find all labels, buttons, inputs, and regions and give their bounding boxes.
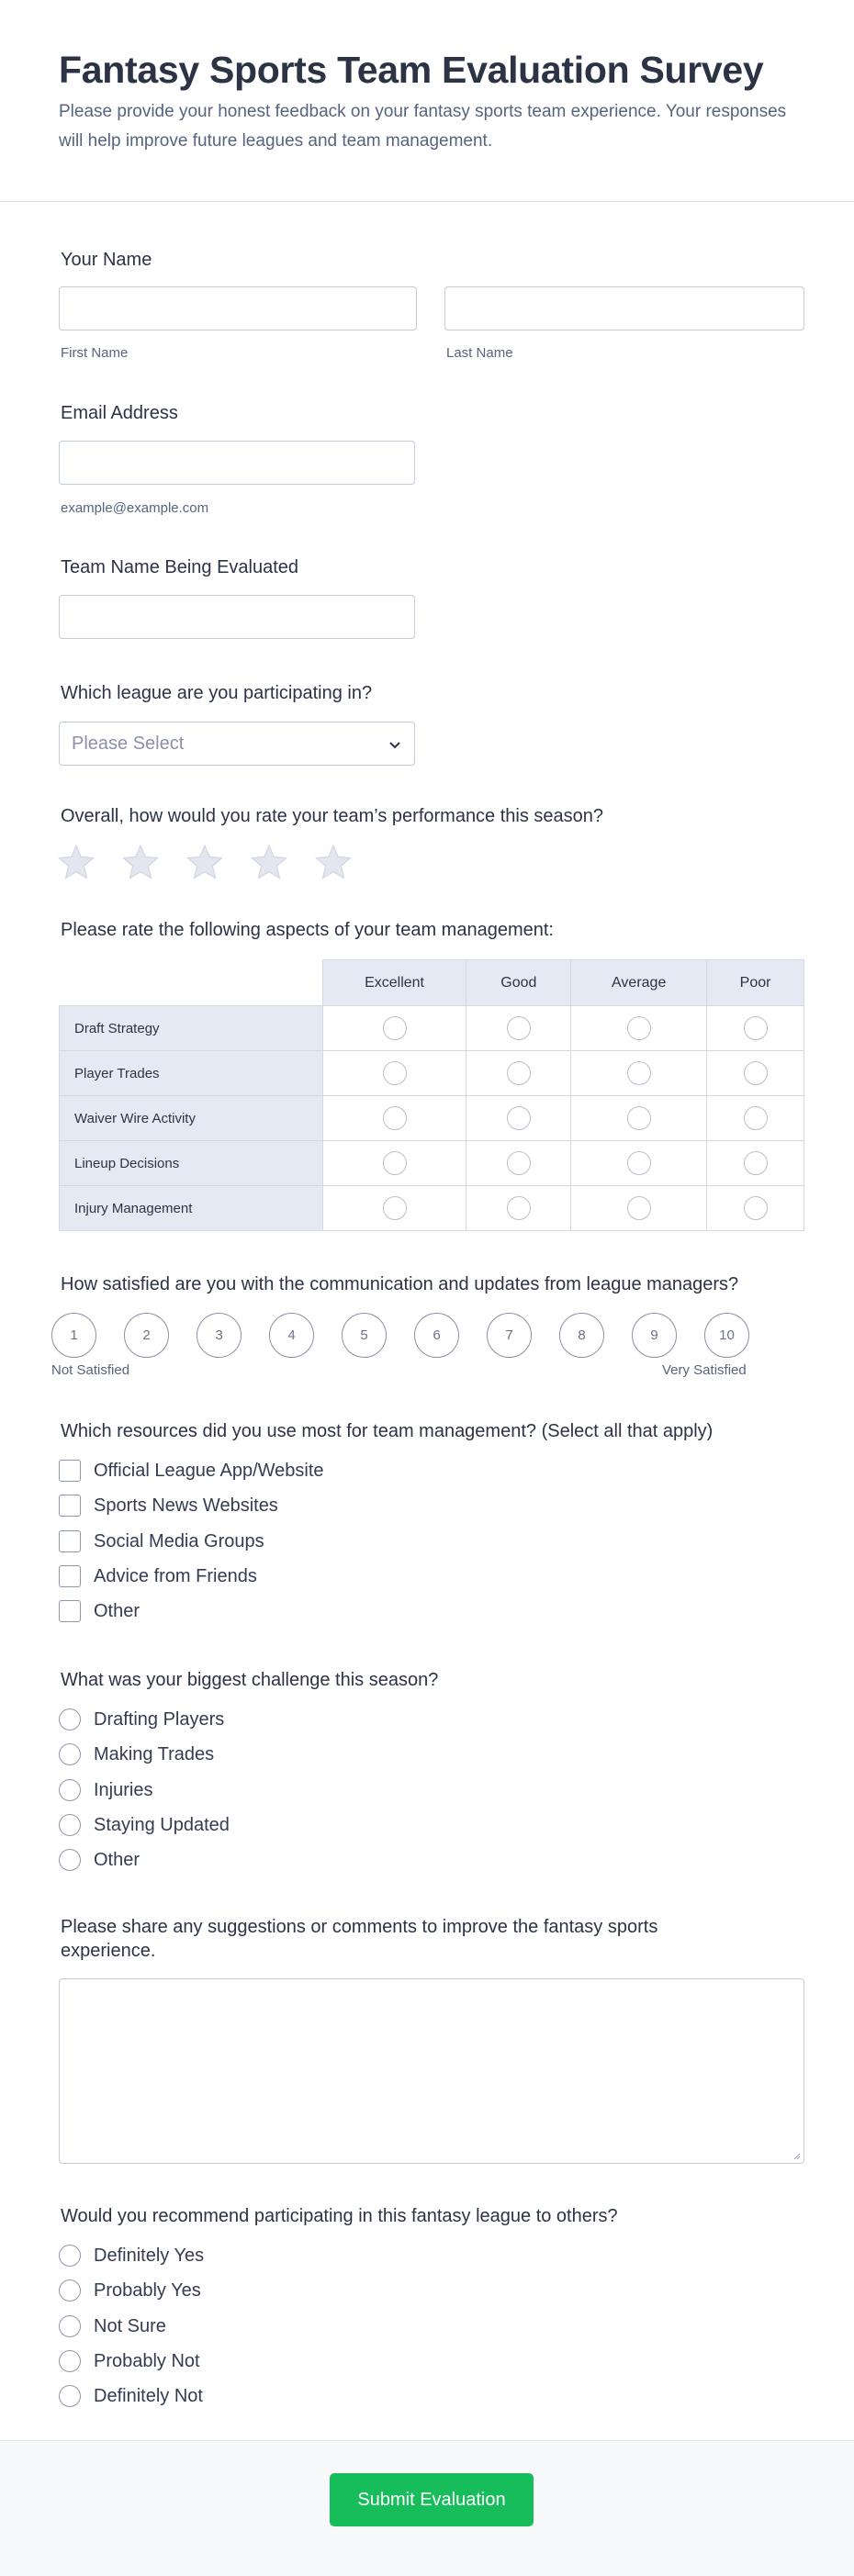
matrix-radio[interactable] (507, 1061, 531, 1085)
radio-button[interactable] (59, 1743, 81, 1765)
matrix-radio[interactable] (744, 1106, 768, 1130)
option-label: Making Trades (94, 1743, 215, 1764)
option-label: Staying Updated (94, 1814, 230, 1835)
rating-label: Overall, how would you rate your team’s performance this season? (61, 806, 604, 826)
scale-option[interactable]: 10 (704, 1313, 749, 1358)
comments-label-line2: experience. (61, 1941, 156, 1961)
resource-option[interactable] (59, 1495, 278, 1517)
option-label: Official League App/Website (94, 1460, 324, 1481)
option-label: Probably Not (94, 2350, 200, 2371)
rating-matrix (59, 959, 804, 1231)
challenge-option[interactable] (59, 1849, 140, 1871)
matrix-row (60, 1006, 804, 1051)
scale-option[interactable]: 5 (342, 1313, 387, 1358)
scale-option[interactable]: 4 (269, 1313, 314, 1358)
option-label: Definitely Yes (94, 2245, 205, 2266)
recommend-option[interactable] (59, 2350, 200, 2372)
matrix-row (60, 1186, 804, 1231)
matrix-row-label: Player Trades (60, 1051, 323, 1096)
matrix-radio[interactable] (383, 1151, 407, 1175)
star-icon[interactable] (185, 843, 224, 881)
matrix-row (60, 1051, 804, 1096)
matrix-radio[interactable] (383, 1196, 407, 1220)
resource-option[interactable] (59, 1530, 264, 1552)
radio-button[interactable] (59, 1814, 81, 1836)
email-label: Email Address (61, 403, 178, 423)
page-title: Fantasy Sports Team Evaluation Survey (59, 49, 764, 91)
resource-option[interactable] (59, 1600, 140, 1622)
matrix-column-header: Excellent (322, 960, 466, 1006)
league-select[interactable] (59, 722, 415, 766)
star-icon[interactable] (121, 843, 160, 881)
matrix-radio[interactable] (744, 1196, 768, 1220)
email-input[interactable] (59, 441, 415, 485)
option-label: Social Media Groups (94, 1530, 264, 1551)
star-icon[interactable] (57, 843, 96, 881)
scale-high-label: Very Satisfied (662, 1362, 747, 1378)
matrix-row-label: Draft Strategy (60, 1006, 323, 1051)
radio-button[interactable] (59, 2350, 81, 2372)
matrix-radio[interactable] (627, 1196, 651, 1220)
matrix-row (60, 1141, 804, 1186)
team-name-input[interactable] (59, 595, 415, 639)
option-label: Definitely Not (94, 2385, 203, 2406)
star-icon[interactable] (314, 843, 353, 881)
option-label: Other (94, 1849, 140, 1870)
matrix-radio[interactable] (507, 1106, 531, 1130)
matrix-row-label: Waiver Wire Activity (60, 1096, 323, 1141)
page-subtitle: Please provide your honest feedback on your fantasy sports team experience. Your responses will help improve future leagues and team management. (59, 102, 787, 151)
radio-button[interactable] (59, 1779, 81, 1801)
matrix-column-header: Good (466, 960, 571, 1006)
option-label: Other (94, 1600, 140, 1621)
challenge-label: What was your biggest challenge this season? (61, 1670, 439, 1690)
option-label: Sports News Websites (94, 1495, 278, 1516)
submit-button[interactable]: Submit Evaluation (330, 2473, 534, 2526)
challenge-option[interactable] (59, 1779, 152, 1801)
matrix-header-row (60, 960, 804, 1006)
resource-option[interactable] (59, 1460, 324, 1482)
checkbox[interactable] (59, 1565, 81, 1587)
matrix-radio[interactable] (744, 1151, 768, 1175)
first-name-input[interactable] (59, 286, 417, 330)
email-sublabel: example@example.com (61, 500, 209, 516)
option-label: Drafting Players (94, 1708, 225, 1730)
matrix-row (60, 1096, 804, 1141)
matrix-column-header: Poor (707, 960, 804, 1006)
scale-option[interactable]: 2 (124, 1313, 169, 1358)
recommend-option[interactable] (59, 2385, 203, 2407)
matrix-corner (60, 960, 323, 1006)
radio-button[interactable] (59, 1708, 81, 1730)
checkbox[interactable] (59, 1460, 81, 1482)
challenge-option[interactable] (59, 1743, 214, 1765)
recommend-option[interactable] (59, 2315, 166, 2337)
comments-label-line1: Please share any suggestions or comments to improve the fantasy sports (61, 1917, 658, 1937)
matrix-radio[interactable] (744, 1061, 768, 1085)
matrix-radio[interactable] (507, 1196, 531, 1220)
last-name-input[interactable] (444, 286, 804, 330)
star-icon[interactable] (250, 843, 288, 881)
chevron-down-icon (387, 736, 403, 753)
radio-button[interactable] (59, 2315, 81, 2337)
matrix-radio[interactable] (507, 1016, 531, 1040)
recommend-option[interactable] (59, 2245, 204, 2267)
matrix-radio[interactable] (627, 1106, 651, 1130)
comments-textarea[interactable] (59, 1978, 804, 2164)
matrix-radio[interactable] (383, 1061, 407, 1085)
matrix-radio[interactable] (627, 1151, 651, 1175)
recommend-label: Would you recommend participating in this fantasy league to others? (61, 2206, 618, 2226)
star-rating (57, 843, 353, 881)
satisfaction-scale (51, 1313, 749, 1358)
checkbox[interactable] (59, 1530, 81, 1552)
scale-option[interactable]: 8 (559, 1313, 604, 1358)
name-label: Your Name (61, 250, 152, 270)
radio-button[interactable] (59, 2279, 81, 2302)
resource-option[interactable] (59, 1565, 257, 1587)
scale-low-label: Not Satisfied (51, 1362, 130, 1378)
resize-handle-icon[interactable] (792, 2151, 801, 2160)
matrix-radio[interactable] (507, 1151, 531, 1175)
form-header (0, 0, 854, 202)
scale-label: How satisfied are you with the communication and updates from league managers? (61, 1274, 739, 1294)
checkbox[interactable] (59, 1495, 81, 1517)
option-label: Not Sure (94, 2315, 166, 2336)
recommend-option[interactable] (59, 2279, 201, 2302)
option-label: Injuries (94, 1779, 153, 1800)
matrix-radio[interactable] (744, 1016, 768, 1040)
first-name-sublabel: First Name (61, 345, 129, 361)
matrix-radio[interactable] (627, 1061, 651, 1085)
team-name-label: Team Name Being Evaluated (61, 557, 299, 577)
checkbox[interactable] (59, 1600, 81, 1622)
matrix-radio[interactable] (383, 1016, 407, 1040)
matrix-radio[interactable] (383, 1106, 407, 1130)
league-select-placeholder: Please Select (72, 734, 185, 754)
challenge-option[interactable] (59, 1814, 230, 1836)
scale-option[interactable]: 7 (487, 1313, 532, 1358)
scale-option[interactable]: 3 (197, 1313, 242, 1358)
league-label: Which league are you participating in? (61, 683, 373, 703)
scale-option[interactable]: 9 (632, 1313, 677, 1358)
challenge-option[interactable] (59, 1708, 224, 1730)
scale-option[interactable]: 6 (414, 1313, 459, 1358)
radio-button[interactable] (59, 2245, 81, 2267)
scale-option[interactable]: 1 (51, 1313, 96, 1358)
radio-button[interactable] (59, 1849, 81, 1871)
radio-button[interactable] (59, 2385, 81, 2407)
option-label: Advice from Friends (94, 1565, 257, 1586)
resources-label: Which resources did you use most for team management? (Select all that apply) (61, 1421, 714, 1441)
matrix-row-label: Lineup Decisions (60, 1141, 323, 1186)
matrix-radio[interactable] (627, 1016, 651, 1040)
option-label: Probably Yes (94, 2279, 201, 2301)
matrix-column-header: Average (571, 960, 707, 1006)
matrix-label: Please rate the following aspects of your team management: (61, 920, 554, 940)
matrix-row-label: Injury Management (60, 1186, 323, 1231)
last-name-sublabel: Last Name (446, 345, 513, 361)
